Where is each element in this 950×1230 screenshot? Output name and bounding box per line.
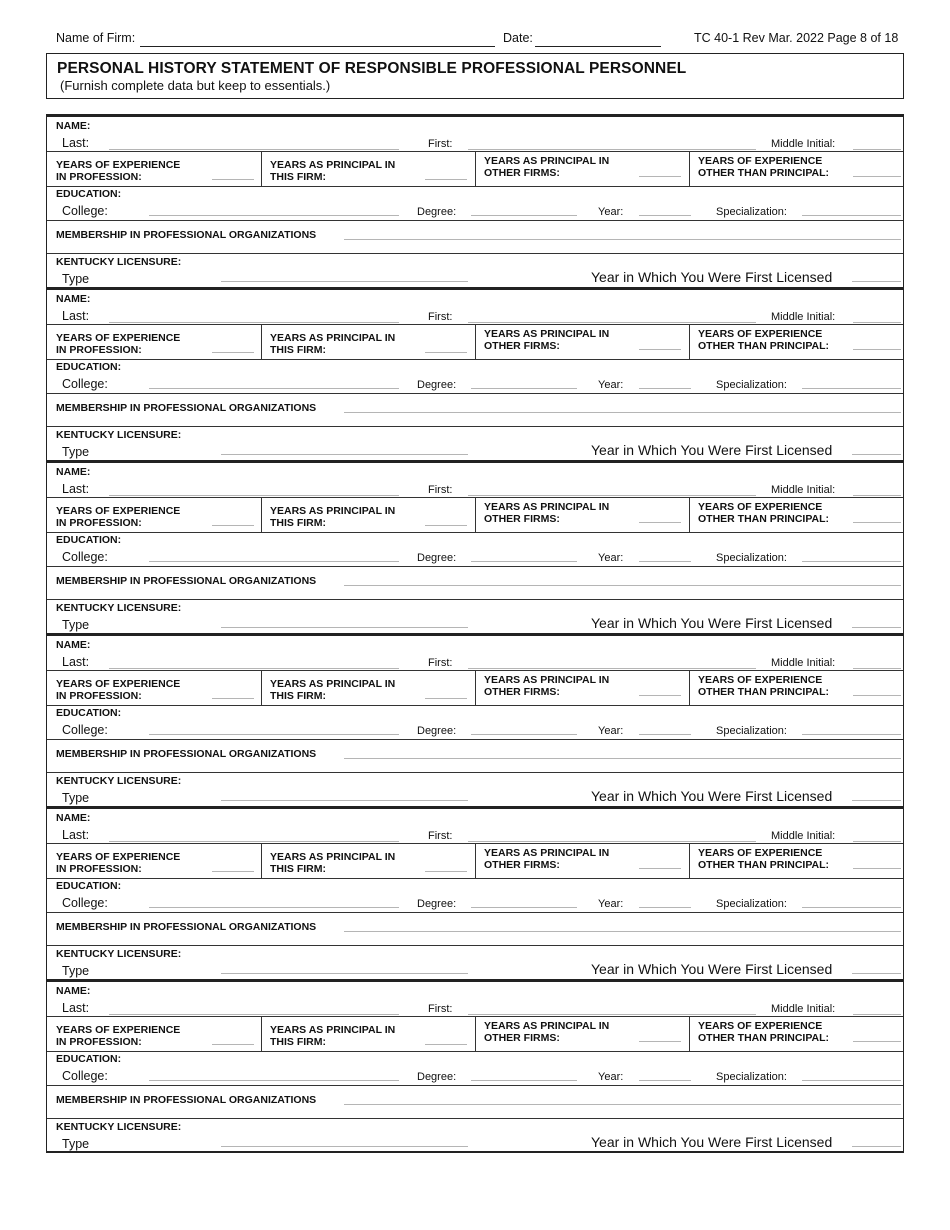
years-in-profession-field[interactable] <box>212 525 254 526</box>
year-field[interactable] <box>639 907 691 908</box>
year-first-licensed-label: Year in Which You Were First Licensed <box>591 442 833 458</box>
last-name-label: Last: <box>62 828 90 842</box>
license-type-label: Type <box>62 791 90 805</box>
years-other-than-principal-label-2: OTHER THAN PRINCIPAL: <box>698 686 830 698</box>
name-section-label: NAME: <box>56 466 91 478</box>
membership-field[interactable] <box>344 585 901 586</box>
middle-initial-label: Middle Initial: <box>771 657 836 669</box>
year-label: Year: <box>598 206 624 218</box>
specialization-field[interactable] <box>802 388 901 389</box>
membership-label: MEMBERSHIP IN PROFESSIONAL ORGANIZATIONS <box>56 748 317 760</box>
years-principal-other-firms-label-2: OTHER FIRMS: <box>484 340 560 352</box>
years-principal-other-firms-label-1: YEARS AS PRINCIPAL IN <box>484 847 610 859</box>
specialization-field[interactable] <box>802 561 901 562</box>
membership-label: MEMBERSHIP IN PROFESSIONAL ORGANIZATIONS <box>56 921 317 933</box>
years-principal-this-firm-label-2: THIS FIRM: <box>270 517 326 529</box>
first-name-label: First: <box>428 484 453 496</box>
membership-label: MEMBERSHIP IN PROFESSIONAL ORGANIZATIONS <box>56 1094 317 1106</box>
kentucky-licensure-label: KENTUCKY LICENSURE: <box>56 602 182 614</box>
years-principal-this-firm-label-1: YEARS AS PRINCIPAL IN <box>270 505 396 517</box>
years-in-profession-label-2: IN PROFESSION: <box>56 863 142 875</box>
membership-field[interactable] <box>344 758 901 759</box>
degree-field[interactable] <box>471 907 577 908</box>
years-principal-this-firm-field[interactable] <box>425 1044 467 1045</box>
degree-label: Degree: <box>417 725 457 737</box>
row-divider <box>47 878 903 879</box>
year-label: Year: <box>598 725 624 737</box>
college-label: College: <box>62 550 108 564</box>
degree-label: Degree: <box>417 552 457 564</box>
middle-initial-field[interactable] <box>853 1014 901 1015</box>
first-name-field[interactable] <box>468 149 756 150</box>
first-name-field[interactable] <box>468 668 756 669</box>
kentucky-licensure-label: KENTUCKY LICENSURE: <box>56 775 182 787</box>
license-type-label: Type <box>62 1137 90 1151</box>
years-other-than-principal-field[interactable] <box>853 1041 901 1042</box>
membership-field[interactable] <box>344 1104 901 1105</box>
degree-field[interactable] <box>471 215 577 216</box>
row-divider <box>47 705 903 706</box>
license-type-field[interactable] <box>221 800 468 801</box>
first-name-label: First: <box>428 657 453 669</box>
year-label: Year: <box>598 379 624 391</box>
row-divider <box>47 599 903 600</box>
years-in-profession-field[interactable] <box>212 871 254 872</box>
years-other-than-principal-field[interactable] <box>853 349 901 350</box>
years-other-than-principal-label-2: OTHER THAN PRINCIPAL: <box>698 167 830 179</box>
year-first-licensed-label: Year in Which You Were First Licensed <box>591 269 833 285</box>
years-in-profession-label-1: YEARS OF EXPERIENCE <box>56 332 181 344</box>
years-principal-other-firms-label-2: OTHER FIRMS: <box>484 513 560 525</box>
middle-initial-label: Middle Initial: <box>771 830 836 842</box>
first-name-label: First: <box>428 1003 453 1015</box>
years-in-profession-field[interactable] <box>212 1044 254 1045</box>
row-divider <box>47 220 903 221</box>
last-name-label: Last: <box>62 655 90 669</box>
column-divider <box>689 324 690 359</box>
degree-label: Degree: <box>417 898 457 910</box>
name-section-label: NAME: <box>56 985 91 997</box>
middle-initial-field[interactable] <box>853 149 901 150</box>
years-in-profession-label-1: YEARS OF EXPERIENCE <box>56 851 181 863</box>
membership-label: MEMBERSHIP IN PROFESSIONAL ORGANIZATIONS <box>56 575 317 587</box>
years-principal-other-firms-field[interactable] <box>639 349 681 350</box>
degree-label: Degree: <box>417 379 457 391</box>
name-section-label: NAME: <box>56 812 91 824</box>
column-divider <box>689 497 690 532</box>
years-principal-this-firm-label-2: THIS FIRM: <box>270 863 326 875</box>
years-in-profession-label-1: YEARS OF EXPERIENCE <box>56 159 181 171</box>
year-first-licensed-label: Year in Which You Were First Licensed <box>591 615 833 631</box>
personnel-record <box>47 633 903 806</box>
years-principal-this-firm-label-1: YEARS AS PRINCIPAL IN <box>270 159 396 171</box>
years-principal-other-firms-label-1: YEARS AS PRINCIPAL IN <box>484 155 610 167</box>
specialization-label: Specialization: <box>716 379 787 391</box>
membership-field[interactable] <box>344 412 901 413</box>
row-divider <box>47 1118 903 1119</box>
column-divider <box>689 1016 690 1051</box>
year-first-licensed-field[interactable] <box>852 454 901 455</box>
years-other-than-principal-field[interactable] <box>853 522 901 523</box>
name-section-label: NAME: <box>56 639 91 651</box>
column-divider <box>475 497 476 532</box>
middle-initial-label: Middle Initial: <box>771 1003 836 1015</box>
row-divider <box>47 359 903 360</box>
license-type-field[interactable] <box>221 281 468 282</box>
years-other-than-principal-label-1: YEARS OF EXPERIENCE <box>698 674 823 686</box>
education-section-label: EDUCATION: <box>56 534 122 546</box>
last-name-field[interactable] <box>109 1014 399 1015</box>
year-label: Year: <box>598 552 624 564</box>
row-divider <box>47 186 903 187</box>
years-principal-other-firms-field[interactable] <box>639 1041 681 1042</box>
personnel-record <box>47 114 903 287</box>
middle-initial-label: Middle Initial: <box>771 138 836 150</box>
years-other-than-principal-label-1: YEARS OF EXPERIENCE <box>698 328 823 340</box>
row-divider <box>47 253 903 254</box>
last-name-field[interactable] <box>109 149 399 150</box>
column-divider <box>261 670 262 705</box>
college-label: College: <box>62 204 108 218</box>
degree-field[interactable] <box>471 1080 577 1081</box>
name-section-label: NAME: <box>56 293 91 305</box>
personnel-records <box>46 114 904 1153</box>
degree-label: Degree: <box>417 206 457 218</box>
row-divider <box>47 945 903 946</box>
first-name-label: First: <box>428 830 453 842</box>
kentucky-licensure-label: KENTUCKY LICENSURE: <box>56 1121 182 1133</box>
last-name-label: Last: <box>62 136 90 150</box>
years-principal-this-firm-label-1: YEARS AS PRINCIPAL IN <box>270 1024 396 1036</box>
years-principal-other-firms-field[interactable] <box>639 868 681 869</box>
membership-field[interactable] <box>344 931 901 932</box>
row-divider <box>47 566 903 567</box>
year-field[interactable] <box>639 734 691 735</box>
years-principal-this-firm-label-2: THIS FIRM: <box>270 344 326 356</box>
years-principal-other-firms-label-2: OTHER FIRMS: <box>484 686 560 698</box>
personnel-record <box>47 806 903 979</box>
college-label: College: <box>62 1069 108 1083</box>
years-principal-other-firms-label-2: OTHER FIRMS: <box>484 859 560 871</box>
years-other-than-principal-label-2: OTHER THAN PRINCIPAL: <box>698 340 830 352</box>
years-principal-other-firms-field[interactable] <box>639 522 681 523</box>
years-in-profession-label-2: IN PROFESSION: <box>56 1036 142 1048</box>
years-other-than-principal-label-1: YEARS OF EXPERIENCE <box>698 847 823 859</box>
column-divider <box>475 843 476 878</box>
college-field[interactable] <box>149 734 399 735</box>
personnel-record <box>47 460 903 633</box>
column-divider <box>689 843 690 878</box>
specialization-field[interactable] <box>802 907 901 908</box>
year-label: Year: <box>598 898 624 910</box>
column-divider <box>475 1016 476 1051</box>
years-principal-this-firm-label-1: YEARS AS PRINCIPAL IN <box>270 678 396 690</box>
years-principal-other-firms-label-1: YEARS AS PRINCIPAL IN <box>484 1020 610 1032</box>
first-name-label: First: <box>428 138 453 150</box>
column-divider <box>261 843 262 878</box>
license-type-label: Type <box>62 445 90 459</box>
year-first-licensed-field[interactable] <box>852 1146 901 1147</box>
row-divider <box>47 739 903 740</box>
degree-field[interactable] <box>471 561 577 562</box>
year-first-licensed-field[interactable] <box>852 281 901 282</box>
license-type-label: Type <box>62 964 90 978</box>
degree-label: Degree: <box>417 1071 457 1083</box>
years-in-profession-label-1: YEARS OF EXPERIENCE <box>56 505 181 517</box>
last-name-label: Last: <box>62 309 90 323</box>
education-section-label: EDUCATION: <box>56 188 122 200</box>
row-divider <box>47 772 903 773</box>
date-label: Date: <box>503 31 533 45</box>
education-section-label: EDUCATION: <box>56 361 122 373</box>
years-principal-this-firm-label-1: YEARS AS PRINCIPAL IN <box>270 332 396 344</box>
first-name-field[interactable] <box>468 322 756 323</box>
specialization-field[interactable] <box>802 215 901 216</box>
year-field[interactable] <box>639 1080 691 1081</box>
membership-field[interactable] <box>344 239 901 240</box>
first-name-label: First: <box>428 311 453 323</box>
middle-initial-field[interactable] <box>853 495 901 496</box>
column-divider <box>475 324 476 359</box>
column-divider <box>475 151 476 186</box>
middle-initial-field[interactable] <box>853 322 901 323</box>
years-principal-other-firms-label-1: YEARS AS PRINCIPAL IN <box>484 501 610 513</box>
years-in-profession-field[interactable] <box>212 179 254 180</box>
last-name-field[interactable] <box>109 322 399 323</box>
personnel-record <box>47 287 903 460</box>
name-section-label: NAME: <box>56 120 91 132</box>
college-field[interactable] <box>149 1080 399 1081</box>
middle-initial-label: Middle Initial: <box>771 311 836 323</box>
college-field[interactable] <box>149 388 399 389</box>
education-section-label: EDUCATION: <box>56 880 122 892</box>
years-other-than-principal-field[interactable] <box>853 868 901 869</box>
years-principal-this-firm-field[interactable] <box>425 179 467 180</box>
years-in-profession-field[interactable] <box>212 698 254 699</box>
middle-initial-label: Middle Initial: <box>771 484 836 496</box>
year-field[interactable] <box>639 561 691 562</box>
specialization-field[interactable] <box>802 1080 901 1081</box>
year-first-licensed-label: Year in Which You Were First Licensed <box>591 788 833 804</box>
years-principal-this-firm-field[interactable] <box>425 352 467 353</box>
license-type-field[interactable] <box>221 454 468 455</box>
year-first-licensed-field[interactable] <box>852 627 901 628</box>
college-field[interactable] <box>149 215 399 216</box>
years-principal-this-firm-label-2: THIS FIRM: <box>270 690 326 702</box>
license-type-field[interactable] <box>221 973 468 974</box>
membership-label: MEMBERSHIP IN PROFESSIONAL ORGANIZATIONS <box>56 402 317 414</box>
personnel-record <box>47 979 903 1152</box>
row-divider <box>47 1085 903 1086</box>
license-type-label: Type <box>62 618 90 632</box>
last-name-field[interactable] <box>109 668 399 669</box>
form-title: PERSONAL HISTORY STATEMENT OF RESPONSIBLE PROFESSIONAL PERSONNEL <box>57 60 687 77</box>
row-divider <box>47 426 903 427</box>
years-other-than-principal-label-1: YEARS OF EXPERIENCE <box>698 155 823 167</box>
years-principal-this-firm-label-2: THIS FIRM: <box>270 171 326 183</box>
years-in-profession-label-1: YEARS OF EXPERIENCE <box>56 678 181 690</box>
year-first-licensed-label: Year in Which You Were First Licensed <box>591 1134 833 1150</box>
first-name-field[interactable] <box>468 1014 756 1015</box>
education-section-label: EDUCATION: <box>56 707 122 719</box>
years-other-than-principal-label-1: YEARS OF EXPERIENCE <box>698 1020 823 1032</box>
kentucky-licensure-label: KENTUCKY LICENSURE: <box>56 948 182 960</box>
firm-name-label: Name of Firm: <box>56 31 136 45</box>
specialization-label: Specialization: <box>716 206 787 218</box>
membership-label: MEMBERSHIP IN PROFESSIONAL ORGANIZATIONS <box>56 229 317 241</box>
first-name-field[interactable] <box>468 841 756 842</box>
row-divider <box>47 912 903 913</box>
years-principal-this-firm-label-2: THIS FIRM: <box>270 1036 326 1048</box>
degree-field[interactable] <box>471 734 577 735</box>
education-section-label: EDUCATION: <box>56 1053 122 1065</box>
years-other-than-principal-field[interactable] <box>853 176 901 177</box>
years-principal-this-firm-field[interactable] <box>425 871 467 872</box>
last-name-field[interactable] <box>109 495 399 496</box>
kentucky-licensure-label: KENTUCKY LICENSURE: <box>56 256 182 268</box>
years-other-than-principal-label-2: OTHER THAN PRINCIPAL: <box>698 1032 830 1044</box>
column-divider <box>261 324 262 359</box>
year-first-licensed-field[interactable] <box>852 800 901 801</box>
college-field[interactable] <box>149 561 399 562</box>
years-other-than-principal-label-2: OTHER THAN PRINCIPAL: <box>698 513 830 525</box>
license-type-label: Type <box>62 272 90 286</box>
column-divider <box>261 497 262 532</box>
middle-initial-field[interactable] <box>853 668 901 669</box>
years-in-profession-label-1: YEARS OF EXPERIENCE <box>56 1024 181 1036</box>
years-in-profession-label-2: IN PROFESSION: <box>56 517 142 529</box>
specialization-field[interactable] <box>802 734 901 735</box>
kentucky-licensure-label: KENTUCKY LICENSURE: <box>56 429 182 441</box>
column-divider <box>261 151 262 186</box>
years-principal-other-firms-label-2: OTHER FIRMS: <box>484 167 560 179</box>
form-title-box <box>46 53 904 99</box>
year-field[interactable] <box>639 388 691 389</box>
column-divider <box>689 670 690 705</box>
years-principal-other-firms-label-1: YEARS AS PRINCIPAL IN <box>484 674 610 686</box>
license-type-field[interactable] <box>221 627 468 628</box>
years-other-than-principal-field[interactable] <box>853 695 901 696</box>
first-name-field[interactable] <box>468 495 756 496</box>
years-other-than-principal-label-1: YEARS OF EXPERIENCE <box>698 501 823 513</box>
years-principal-this-firm-label-1: YEARS AS PRINCIPAL IN <box>270 851 396 863</box>
specialization-label: Specialization: <box>716 1071 787 1083</box>
form-subtitle: (Furnish complete data but keep to essentials.) <box>60 78 331 93</box>
year-first-licensed-field[interactable] <box>852 973 901 974</box>
years-principal-this-firm-field[interactable] <box>425 525 467 526</box>
column-divider <box>689 151 690 186</box>
row-divider <box>47 532 903 533</box>
college-label: College: <box>62 896 108 910</box>
specialization-label: Specialization: <box>716 552 787 564</box>
years-in-profession-field[interactable] <box>212 352 254 353</box>
years-principal-other-firms-field[interactable] <box>639 176 681 177</box>
degree-field[interactable] <box>471 388 577 389</box>
form-identifier: TC 40-1 Rev Mar. 2022 Page 8 of 18 <box>694 31 899 45</box>
row-divider <box>47 393 903 394</box>
last-name-field[interactable] <box>109 841 399 842</box>
row-divider <box>47 1051 903 1052</box>
last-name-label: Last: <box>62 482 90 496</box>
years-principal-other-firms-label-2: OTHER FIRMS: <box>484 1032 560 1044</box>
column-divider <box>261 1016 262 1051</box>
middle-initial-field[interactable] <box>853 841 901 842</box>
column-divider <box>475 670 476 705</box>
college-label: College: <box>62 723 108 737</box>
years-in-profession-label-2: IN PROFESSION: <box>56 171 142 183</box>
firm-name-field[interactable] <box>140 46 495 47</box>
years-other-than-principal-label-2: OTHER THAN PRINCIPAL: <box>698 859 830 871</box>
college-label: College: <box>62 377 108 391</box>
specialization-label: Specialization: <box>716 898 787 910</box>
college-field[interactable] <box>149 907 399 908</box>
years-principal-other-firms-label-1: YEARS AS PRINCIPAL IN <box>484 328 610 340</box>
year-label: Year: <box>598 1071 624 1083</box>
specialization-label: Specialization: <box>716 725 787 737</box>
license-type-field[interactable] <box>221 1146 468 1147</box>
year-field[interactable] <box>639 215 691 216</box>
years-principal-other-firms-field[interactable] <box>639 695 681 696</box>
years-in-profession-label-2: IN PROFESSION: <box>56 690 142 702</box>
years-principal-this-firm-field[interactable] <box>425 698 467 699</box>
year-first-licensed-label: Year in Which You Were First Licensed <box>591 961 833 977</box>
last-name-label: Last: <box>62 1001 90 1015</box>
date-field[interactable] <box>535 46 661 47</box>
years-in-profession-label-2: IN PROFESSION: <box>56 344 142 356</box>
